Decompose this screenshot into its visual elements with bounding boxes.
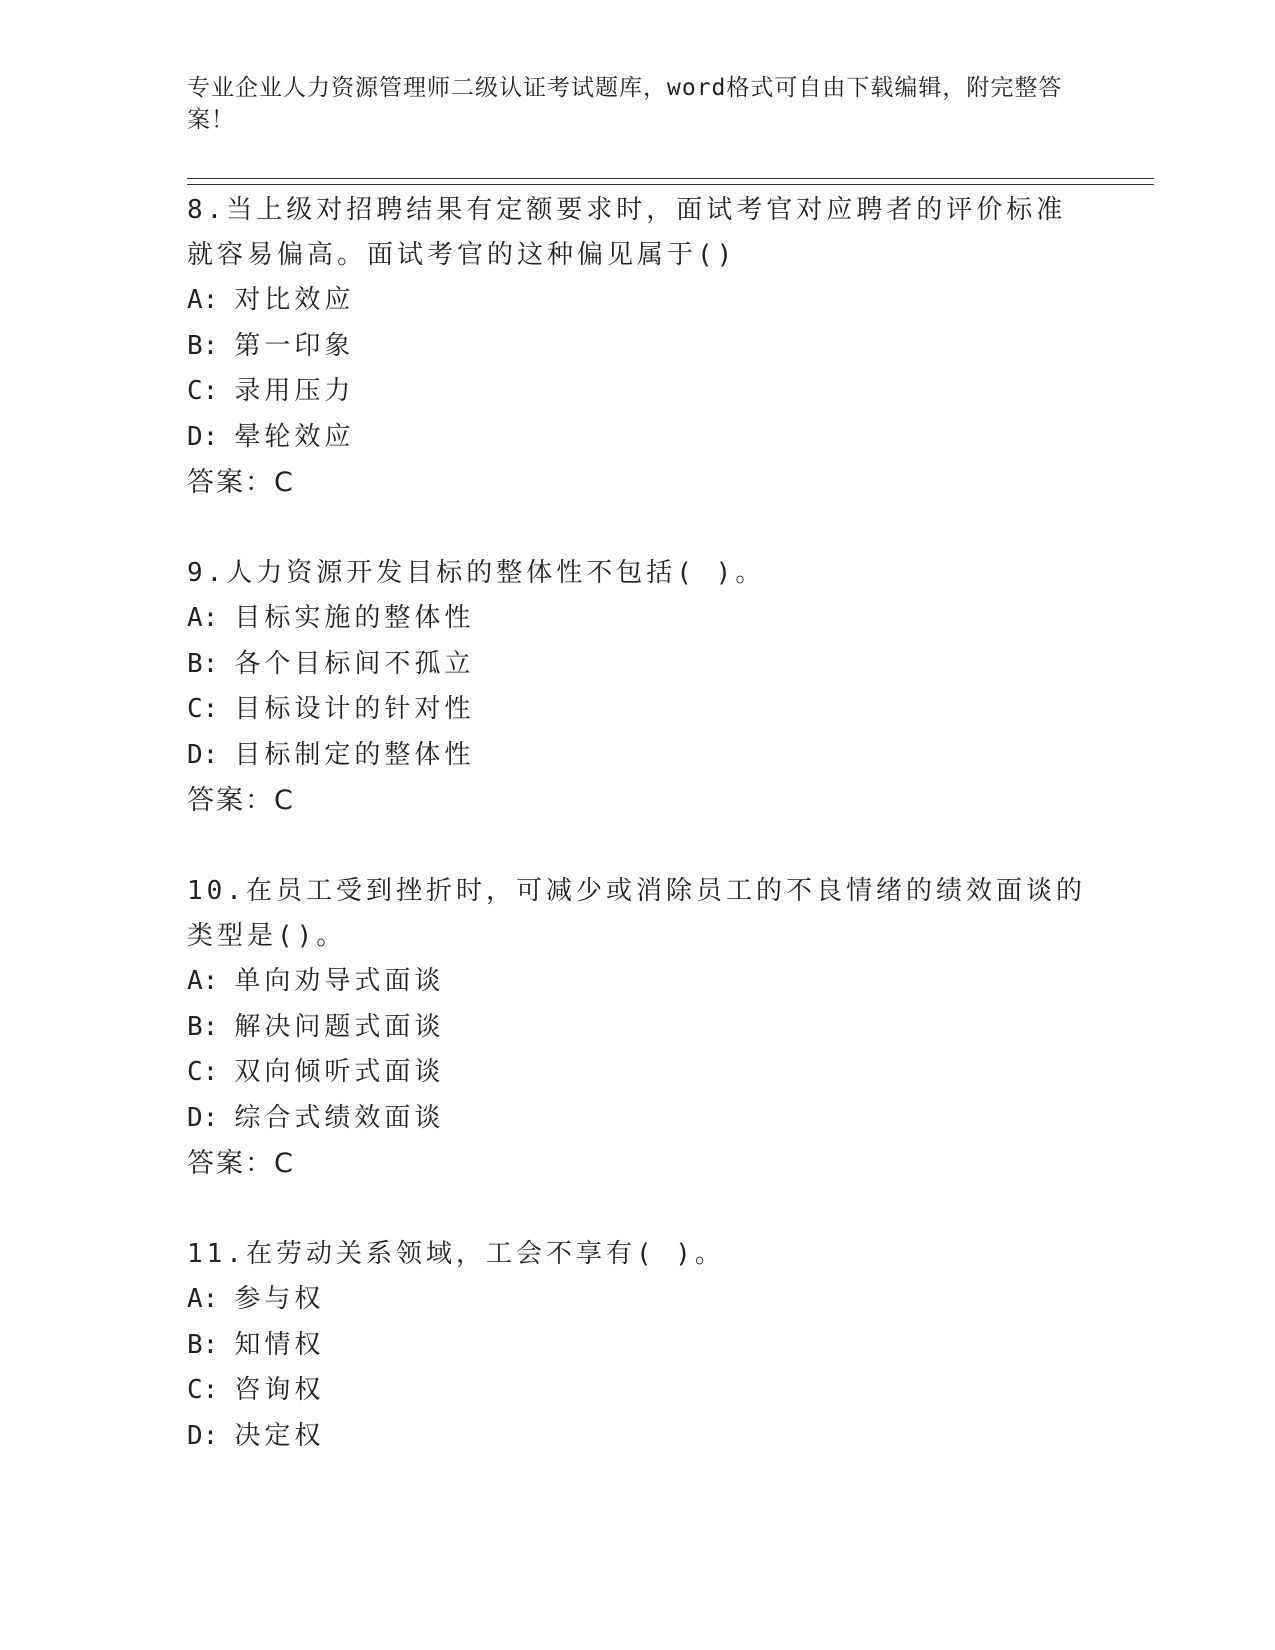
option-b: B: 第一印象 — [187, 330, 355, 361]
option-b: B: 知情权 — [187, 1329, 325, 1360]
answer-label: 答案：C — [187, 467, 295, 498]
option-d: D: 综合式绩效面谈 — [187, 1102, 445, 1133]
question-9 — [187, 551, 1087, 823]
question-list — [187, 188, 1087, 1505]
header-rule-bottom — [187, 184, 1154, 185]
option-b: B: 解决问题式面谈 — [187, 1011, 445, 1042]
option-c: C: 目标设计的针对性 — [187, 694, 475, 724]
option-c: C: 录用压力 — [187, 376, 355, 406]
question-stem: 11.在劳动关系领域，工会不享有( )。 — [187, 1239, 725, 1269]
option-b: B: 各个目标间不孤立 — [187, 648, 475, 679]
question-10 — [187, 869, 1087, 1186]
option-d: D: 决定权 — [187, 1420, 325, 1451]
answer-label: 答案：C — [187, 785, 295, 816]
question-stem: 8.当上级对招聘结果有定额要求时，面试考官对应聘者的评价标准就容易偏高。面试考官的这种偏见属于() — [187, 195, 1067, 270]
question-11 — [187, 1232, 1087, 1459]
option-a: A: 目标实施的整体性 — [187, 603, 475, 633]
header-rule-top — [187, 178, 1154, 179]
option-c: C: 咨询权 — [187, 1375, 325, 1405]
option-a: A: 参与权 — [187, 1284, 325, 1314]
option-c: C: 双向倾听式面谈 — [187, 1057, 445, 1087]
question-stem: 9.人力资源开发目标的整体性不包括( )。 — [187, 558, 766, 588]
page-header: 专业企业人力资源管理师二级认证考试题库，word格式可自由下载编辑，附完整答案！ — [187, 75, 1063, 133]
answer-label: 答案：C — [187, 1148, 295, 1179]
option-d: D: 目标制定的整体性 — [187, 739, 475, 770]
option-d: D: 晕轮效应 — [187, 421, 355, 452]
question-stem: 10.在员工受到挫折时，可减少或消除员工的不良情绪的绩效面谈的类型是()。 — [187, 876, 1086, 951]
question-8 — [187, 188, 1087, 505]
option-a: A: 对比效应 — [187, 285, 355, 315]
option-a: A: 单向劝导式面谈 — [187, 966, 445, 996]
